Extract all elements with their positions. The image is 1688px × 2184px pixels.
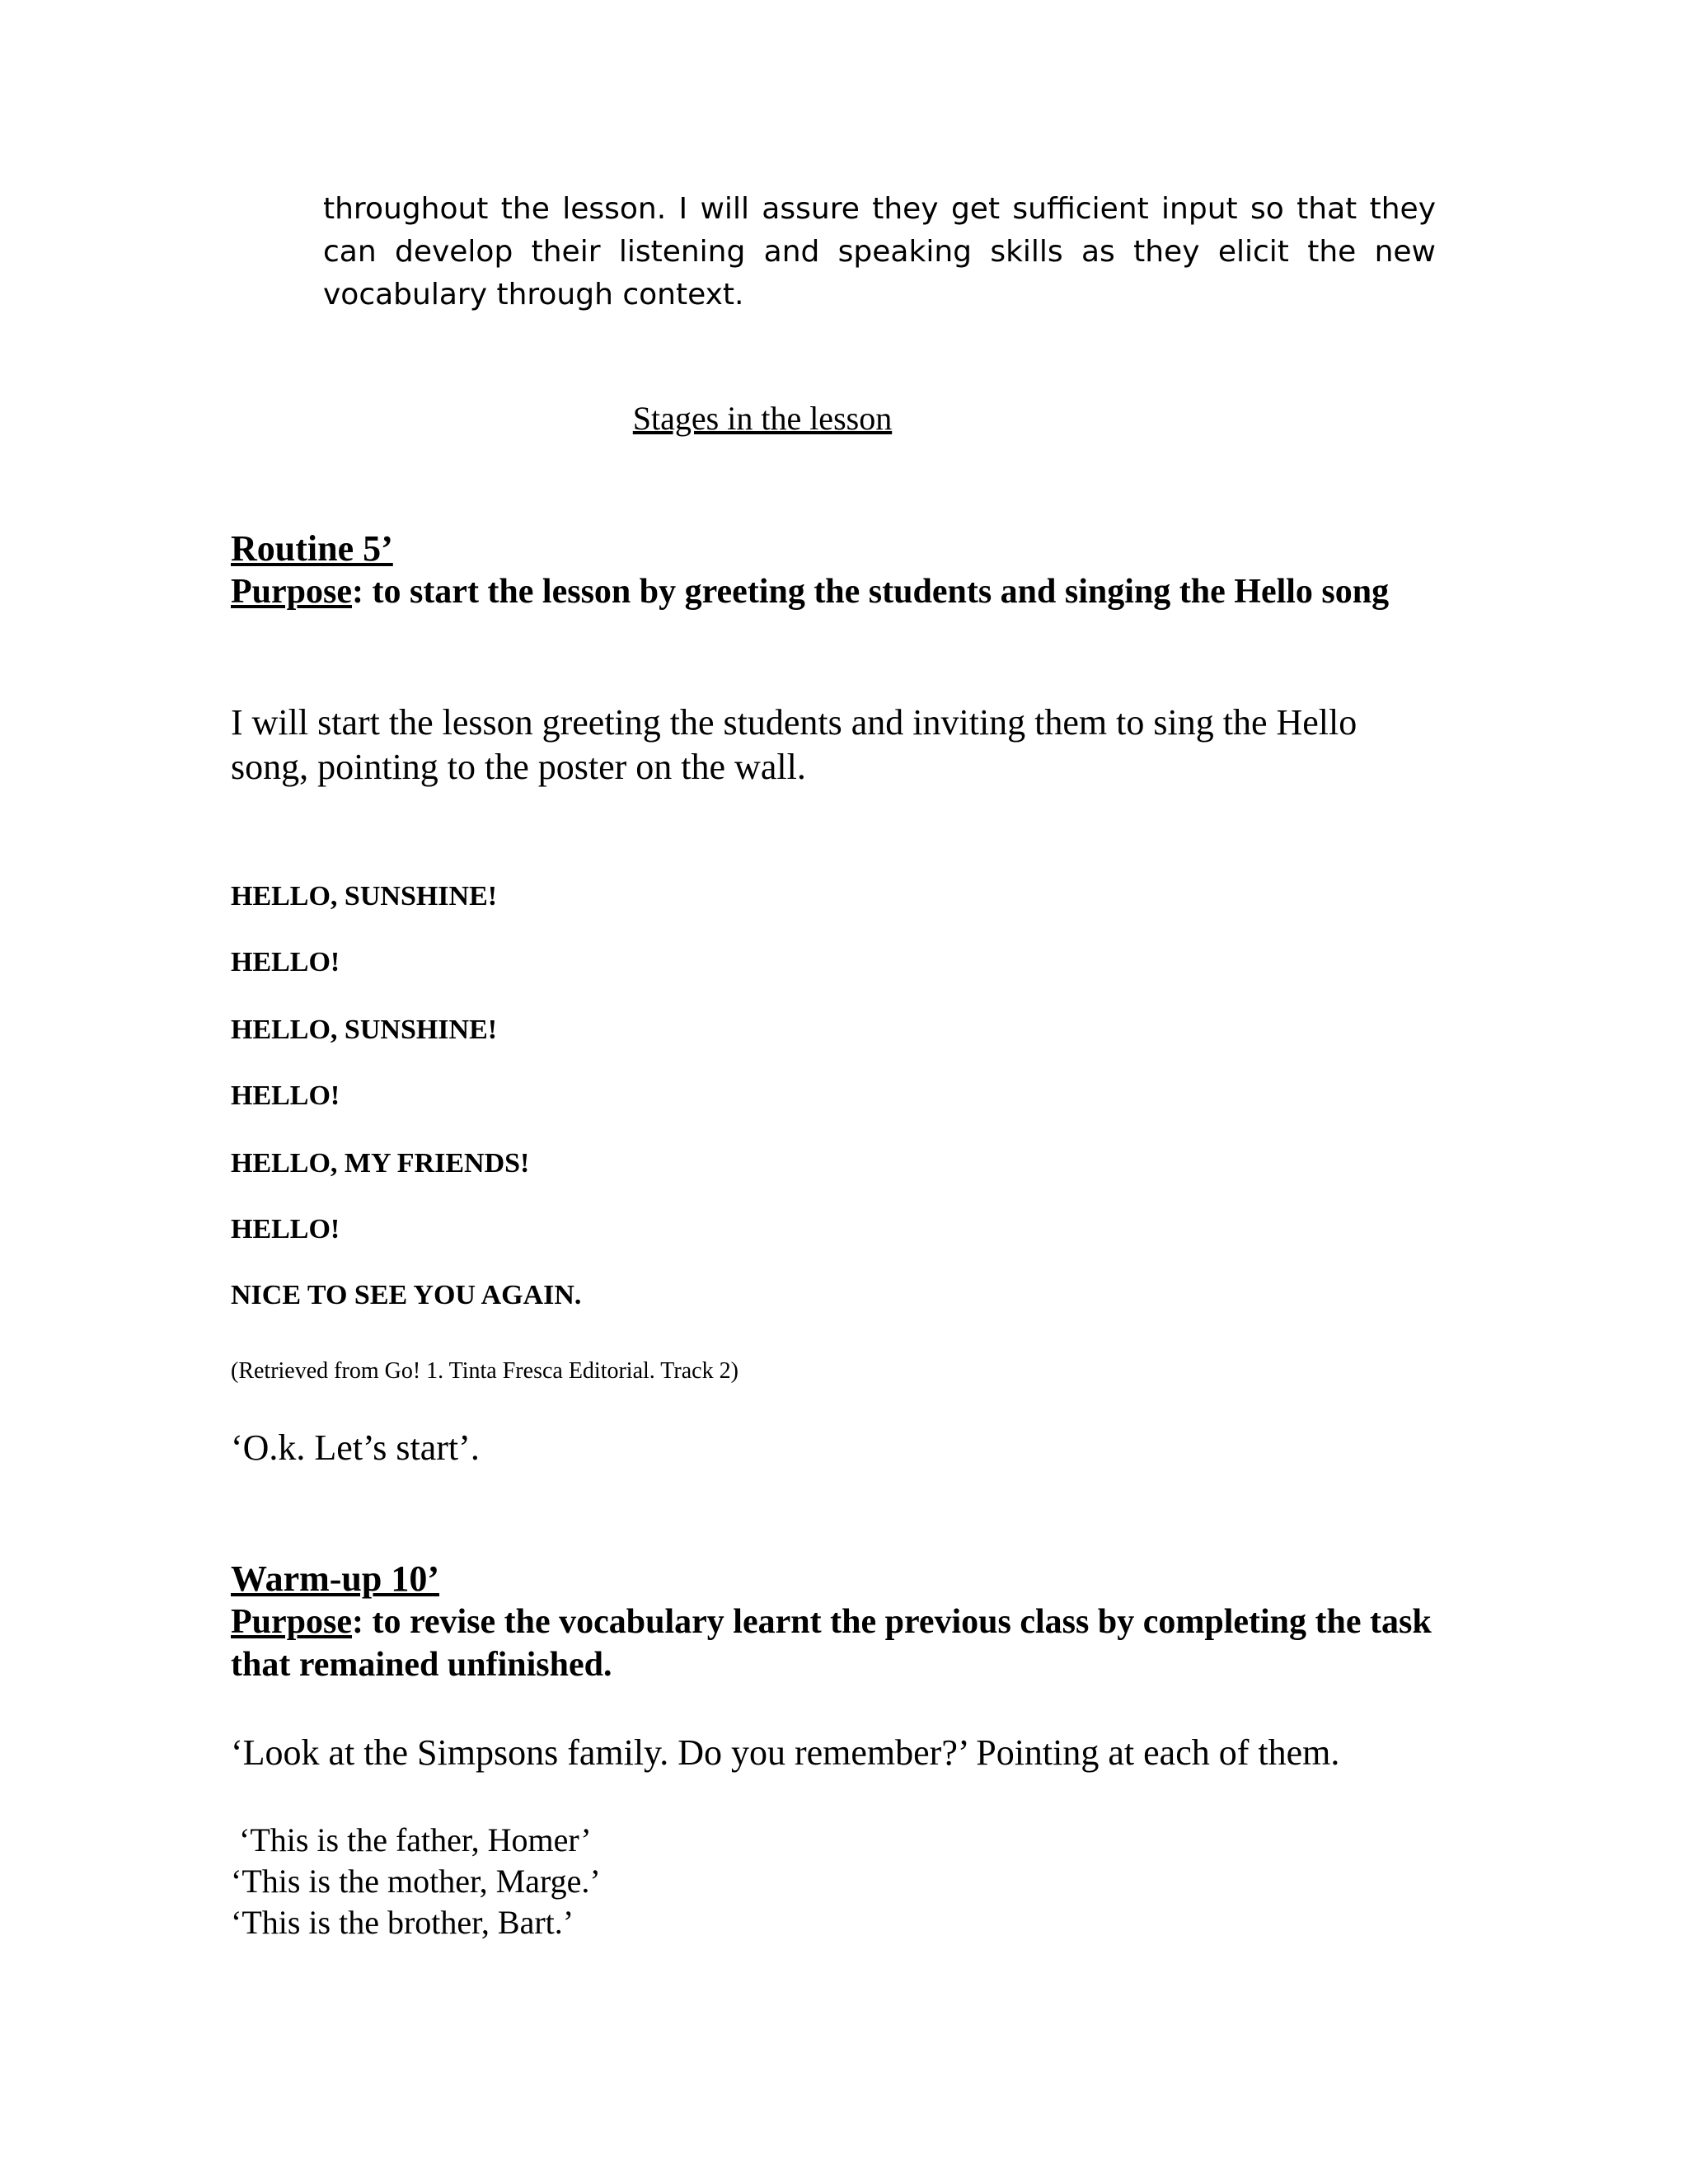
song-line: HELLO, SUNSHINE! bbox=[231, 881, 498, 912]
warmup-purpose-text: : to revise the vocabulary learnt the previous class by completing the task that remained unfinished. bbox=[231, 1603, 1432, 1684]
song-line: HELLO! bbox=[231, 1080, 340, 1111]
intro-line: can develop their listening and speaking skills as they elicit the new bbox=[323, 235, 1436, 269]
warmup-lines bbox=[231, 1820, 1442, 1943]
intro-line: vocabulary through context. bbox=[323, 278, 744, 312]
warmup-heading: Warm-up 10’ bbox=[231, 1558, 439, 1599]
routine-heading: Routine 5’ bbox=[231, 528, 393, 569]
start-quote: ‘O.k. Let’s start’. bbox=[231, 1427, 480, 1468]
warmup-line: ‘This is the brother, Bart.’ bbox=[231, 1904, 574, 1941]
song-credit: (Retrieved from Go! 1. Tinta Fresca Editorial. Track 2) bbox=[231, 1358, 738, 1384]
routine-section bbox=[231, 527, 1442, 613]
song-line: NICE TO SEE YOU AGAIN. bbox=[231, 1280, 582, 1310]
stages-title: Stages in the lesson bbox=[632, 400, 893, 437]
warmup-prompt: ‘Look at the Simpsons family. Do you remember?’ Pointing at each of them. bbox=[231, 1732, 1340, 1773]
routine-purpose bbox=[231, 570, 1442, 613]
warmup-prompt-block bbox=[231, 1731, 1442, 1775]
song-line: HELLO! bbox=[231, 1214, 340, 1244]
routine-purpose-text: : to start the lesson by greeting the students and singing the Hello song bbox=[352, 573, 1390, 611]
song-line: HELLO, MY FRIENDS! bbox=[231, 1148, 530, 1179]
warmup-line: ‘This is the mother, Marge.’ bbox=[231, 1863, 601, 1900]
intro-paragraph bbox=[323, 188, 1436, 316]
start-quote-block bbox=[231, 1426, 1442, 1470]
song-line: HELLO, SUNSHINE! bbox=[231, 1015, 498, 1045]
routine-body-block bbox=[231, 701, 1434, 790]
song-line: HELLO! bbox=[231, 947, 340, 977]
intro-line: throughout the lesson. I will assure they get sufficient input so that they bbox=[323, 192, 1436, 226]
warmup-purpose-label: Purpose bbox=[231, 1603, 352, 1641]
warmup-purpose bbox=[231, 1601, 1442, 1686]
warmup-section bbox=[231, 1558, 1442, 1686]
warmup-line: ‘This is the father, Homer’ bbox=[231, 1821, 592, 1858]
routine-body: I will start the lesson greeting the students and inviting them to sing the Hello song, pointing to the poster on the wall. bbox=[231, 702, 1357, 787]
routine-purpose-label: Purpose bbox=[231, 573, 352, 611]
